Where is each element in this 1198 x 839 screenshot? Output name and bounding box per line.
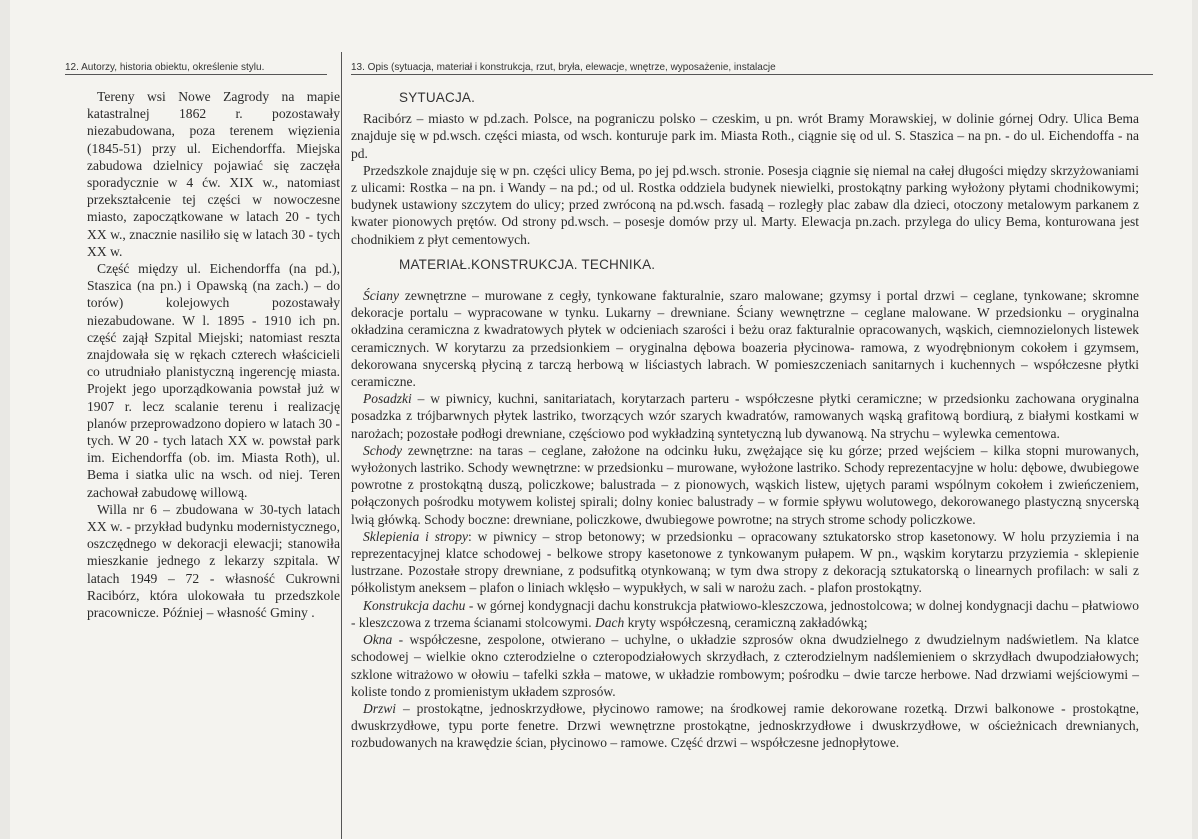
ceilings-text: : w piwnicy – strop betonowy; w przedsionku – opracowany sztukatorsko strop kasetonowy. W holu przyziemia i na reprezentacyjnej klatce schodowej - belkowe stropy kasetonowe z tynkowanym pułapem. W pn., wąskim korytarzu przyziemia - sklepienie lustrzane. Pozostałe stropy drewniane, z podsufitką otynkowaną; w tym dwa stropy z dekoracją sztukatorską o linearnych profilach: w sali z półkolistym aneksem – plafon o liniach wklęsło – wypukłych, w sali w narożu zach. - plafon prostokątny. <box>351 528 1139 596</box>
floors-text: – w piwnicy, kuchni, sanitariatach, korytarzach parteru - współczesne płytki ceramiczne; w przedsionku zachowana oryginalna posadzka z trójbarwnych płytek lastriko, tworzących wzór szarych kwadratów, ramowanych wąską grafitową bordiurą, z białymi kostkami w narożach; pozostałe podłogi drewniane, częściowo pod wykładziną syntetyczną lub dywanową. Na strychu – wylewka cementowa. <box>351 391 1139 441</box>
header-right-label: 13. Opis (sytuacja, materiał i konstrukcja, rzut, bryła, elewacje, wnętrze, wyposażenie, instalacje <box>351 62 1153 75</box>
roof-paragraph <box>351 597 1139 631</box>
floors-paragraph <box>351 390 1139 442</box>
description-column <box>351 89 1139 752</box>
stairs-term: Schody <box>363 442 402 458</box>
document-page <box>10 0 1192 839</box>
windows-paragraph <box>351 631 1139 700</box>
column-divider <box>341 52 342 839</box>
walls-text: zewnętrzne – murowane z cegły, tynkowane fakturalnie, szaro malowane; gzymsy i portal drzwi – ceglane, tynkowane; skromne dekoracje portalu – wypracowane w tynku. Lukarny – drewniane. Ściany wewnętrzne – ceglane malowane. W przedsionku – oryginalna okładzina ceramiczna z kwadratowych płytek w odcieniach szarości i beżu oraz fakturalnie opracowanych, wąskich, ciemnozielonych listewek ceramicznych. W korytarzu za przedsionkiem – oryginalna dębowa boazeria płycinowa- ramowa, z wyodrębnionym cokołem i gzymsem, dekorowana snycerską płyciną z tarczą herbową w liściastych labrach. W pomieszczeniach sanitarnych i kuchennych – współczesne płytki ceramiczne. <box>351 288 1139 390</box>
roof-construction-term: Konstrukcja dachu <box>363 597 466 613</box>
roof-term: Dach <box>595 614 625 630</box>
history-paragraph-3: Willa nr 6 – zbudowana w 30-tych latach XX w. - przykład budynku modernistycznego, oszczędnego w dekoracji elewacji; stanowiła mieszkanie jednego z lekarzy szpitala. W latach 1949 – 72 - własność Cukrowni Racibórz, która ulokowała tu przedszkole pracownicze. Później – własność Gminy . <box>87 501 340 621</box>
walls-paragraph <box>351 287 1139 390</box>
history-column <box>87 88 340 621</box>
header-left-label: 12. Autorzy, historia obiektu, określenie stylu. <box>65 62 327 75</box>
ceilings-paragraph <box>351 528 1139 597</box>
doors-text: – prostokątne, jednoskrzydłowe, płycinowo ramowe; na środkowej ramie dekorowane rozetką. Drzwi balkonowe - prostokątne, dwuskrzydłowe, typu porte fenetre. Drzwi wewnętrzne prostokątne, jednoskrzydłowe i dwuskrzydłowe, w ościeżnicach drewnianych, rozbudowanych na krawędzie ścian, płycinowo – ramowe. Część drzwi – współczesne jednopłytowe. <box>351 700 1139 751</box>
section-title-material: MATERIAŁ.KONSTRUKCJA. TECHNIKA. <box>399 256 656 272</box>
roof-construction-text: - w górnej kondygnacji dachu konstrukcja płatwiowo-kleszczowa, jednostolcowa; w dolnej kondygnacji dachu – płatwiowo - kleszczowa z trzema ścianami stolcowymi. <box>351 597 1139 630</box>
windows-term: Okna <box>363 632 393 648</box>
stairs-paragraph <box>351 442 1139 528</box>
stairs-text: zewnętrzne: na taras – ceglane, założone na odcinku łuku, zwężające się ku górze; przed wejściem – kilka stopni murowanych, wyłożonych lastriko. Schody wewnętrzne: w przedsionku – murowane, wyłożone lastriko. Schody reprezentacyjne w holu: dębowe, dwubiegowe powrotne z prostokątną duszą, policzkowe; balustrada – z pionowych, wąskich listew, ujętych parami wspólnym cokołem i zwieńczeniem, połączonych pośrodku motywem kolistej spirali; dolny koniec balustrady – w formie spływu wolutowego, dekorowanego plastyczną snycerską lwią główką. Schody boczne: drewniane, policzkowe, dwubiegowe powrotne; na strych strome schody policzkowe. <box>351 442 1139 527</box>
walls-term: Ściany <box>363 288 399 304</box>
doors-paragraph <box>351 700 1139 752</box>
doors-term: Drzwi <box>363 700 397 716</box>
history-paragraph-1: Tereny wsi Nowe Zagrody na mapie katastralnej 1862 r. pozostawały niezabudowana, poza terenem więzienia (1845-51) przy ul. Eichendorffa. Miejska zabudowa dzielnicy pojawiać się zaczęła sporadycznie w 4 ćw. XIX w., natomiast przekształcenie tej części w nowoczesne miasto, zapoczątkowane w latach 20 - tych XX w., znacznie nasiliło się w latach 30 - tych XX w. <box>87 89 340 259</box>
section-title-situation: SYTUACJA. <box>399 90 476 105</box>
situation-paragraph-2: Przedszkole znajduje się w pn. części ulicy Bema, po jej pd.wsch. stronie. Posesja ciągnie się niemal na całej długości między skrzyżowaniami z ulicami: Rostka – na pn. i Wandy – na pd.; od ul. Rostka oddziela budynek niewielki, prostokątny parking wyłożony płytami chodnikowymi; budynek ustawiony szczytem do ulicy; przed zwróconą na pd.wsch. fasadą – rozległy plac zabaw dla dzieci, otoczony metalowym parkanem z kwater pionowych prętów. Od strony pd.wsch. – posesje domów przy ul. Marty. Elewacja pn.zach. przylega do ulicy Bema, konturowana jest chodnikiem z płyt cementowych. <box>351 162 1139 247</box>
history-paragraph-2: Część między ul. Eichendorffa (na pd.), Staszica (na pn.) i Opawską (na zach.) – do torów) kolejowych pozostawały niezabudowane. W l. 1895 - 1910 ich pn. część zajął Szpital Miejski; natomiast reszta znajdowała się w rękach czterech właścicieli co utrudniało planistyczną ingerencję miasta. Projekt jego uporządkowania powstał już w 1907 r. lecz scalanie terenu i realizację planów przeprowadzono dopiero w latach 30 - tych. W 20 - tych latach XX w. powstał park im. Eichendorffa (ob. im. Miasta Roth), ul. Bema i siatka ulic na wsch. od niej. Teren zachował zabudowę willową. <box>87 261 340 500</box>
situation-paragraph-1: Racibórz – miasto w pd.zach. Polsce, na pograniczu polsko – czeskim, u pn. wrót Bramy Morawskiej, w dolinie górnej Odry. Ulica Bema znajduje się w pd.wsch. części miasta, od wsch. konturuje park im. Miasta Roth., ciągnie się od ul. S. Staszica – na pn. - do ul. Eichendoffa - na pd. <box>351 111 1139 161</box>
floors-term: Posadzki <box>363 391 412 407</box>
ceilings-term: Sklepienia i stropy <box>363 528 468 544</box>
roof-text: kryty współczesną, ceramiczną zakładówką; <box>624 614 868 630</box>
windows-text: - współczesne, zespolone, otwierano – uchylne, o układzie szprosów okna dwudzielnego z dwudzielnym nadświetlem. Na klatce schodowej – wielkie okno czterodzielne o czteropodziałowych skrzydłach, z czterodzielnym nadślemieniem o skrzydłach dwupodziałowych; szklone witrażowo w ołowiu – tafelki szkła – matowe, w układzie rombowym; pośrodku – dwie tarcze herbowe. Nad drzwiami wejściowymi – koliste tondo z promienistym układem szprosów. <box>351 632 1139 699</box>
